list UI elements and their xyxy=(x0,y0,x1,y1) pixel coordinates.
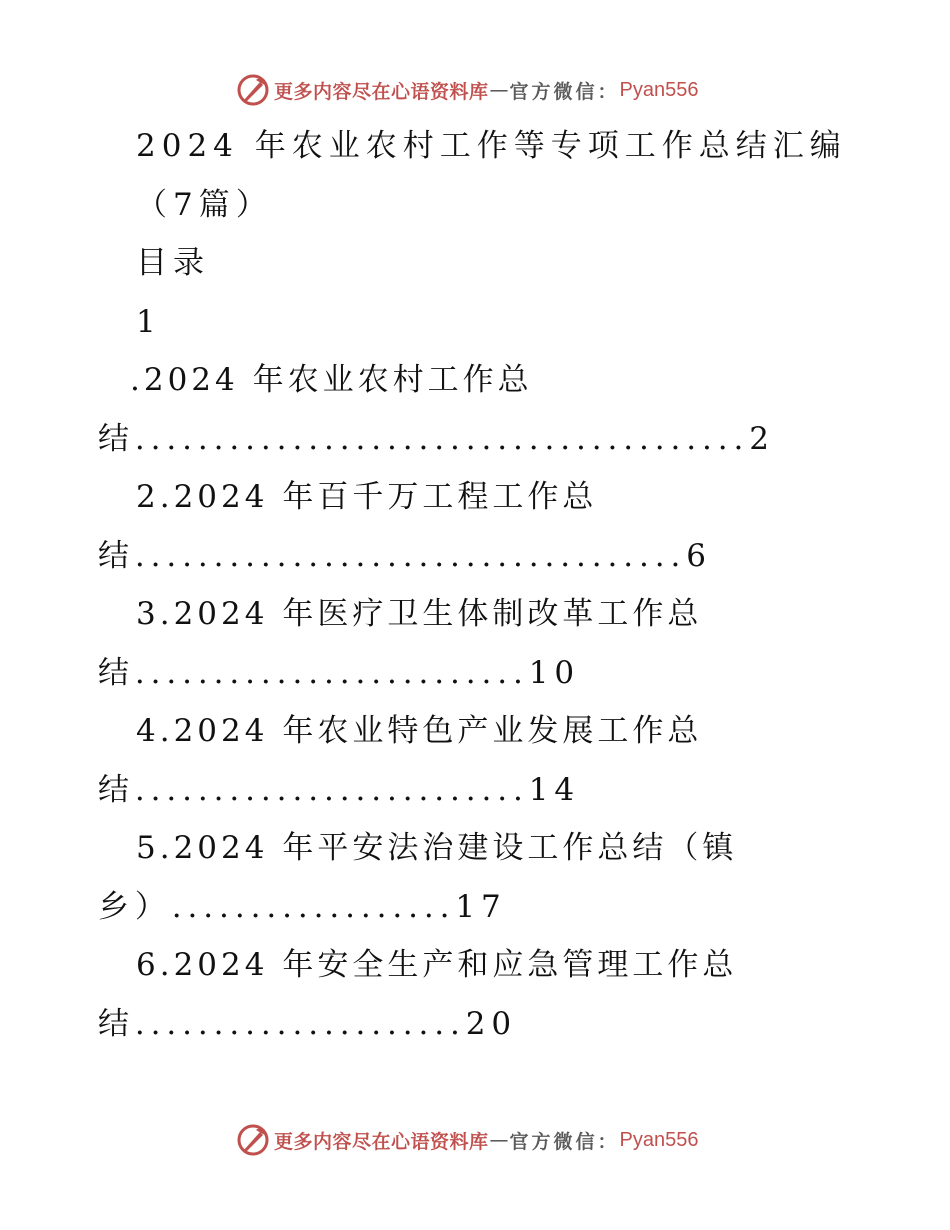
toc-line: 乡）..................17 xyxy=(98,889,507,925)
watermark-id: Pyan556 xyxy=(619,1128,699,1151)
watermark-official-label: 官方微信： xyxy=(509,80,620,103)
toc-line: 1 xyxy=(136,304,160,340)
watermark-text: 更多内容尽在心语资料库 xyxy=(274,1130,489,1153)
document-title-line-1: 2024 年农业农村工作等专项工作总结汇编 xyxy=(136,128,847,164)
watermark-separator: — xyxy=(489,79,509,101)
toc-line: 结.........................14 xyxy=(98,772,580,808)
toc-line: 结.....................20 xyxy=(98,1006,517,1042)
toc-line: 2.2024 年百千万工程工作总 xyxy=(136,479,598,515)
toc-line: 5.2024 年平安法治建设工作总结（镇 xyxy=(136,830,738,866)
footer-watermark xyxy=(236,1122,699,1158)
toc-heading: 目录 xyxy=(136,245,210,281)
watermark-separator: — xyxy=(489,1129,509,1151)
toc-line: .2024 年农业农村工作总 xyxy=(130,362,533,398)
toc-line: 6.2024 年安全生产和应急管理工作总 xyxy=(136,947,738,983)
document-title-line-2: （7篇） xyxy=(136,187,273,223)
watermark-official-label: 官方微信： xyxy=(509,1130,620,1153)
toc-line: 4.2024 年农业特色产业发展工作总 xyxy=(136,713,703,749)
toc-line: 3.2024 年医疗卫生体制改革工作总 xyxy=(136,596,703,632)
header-watermark xyxy=(236,72,699,108)
toc-line: 结.........................10 xyxy=(98,655,580,691)
watermark-text: 更多内容尽在心语资料库 xyxy=(274,80,489,103)
quill-logo-icon xyxy=(236,1123,270,1157)
toc-line: 结.......................................2 xyxy=(98,421,775,457)
quill-logo-icon xyxy=(236,73,270,107)
watermark-id: Pyan556 xyxy=(619,78,699,101)
toc-line: 结...................................6 xyxy=(98,538,712,574)
